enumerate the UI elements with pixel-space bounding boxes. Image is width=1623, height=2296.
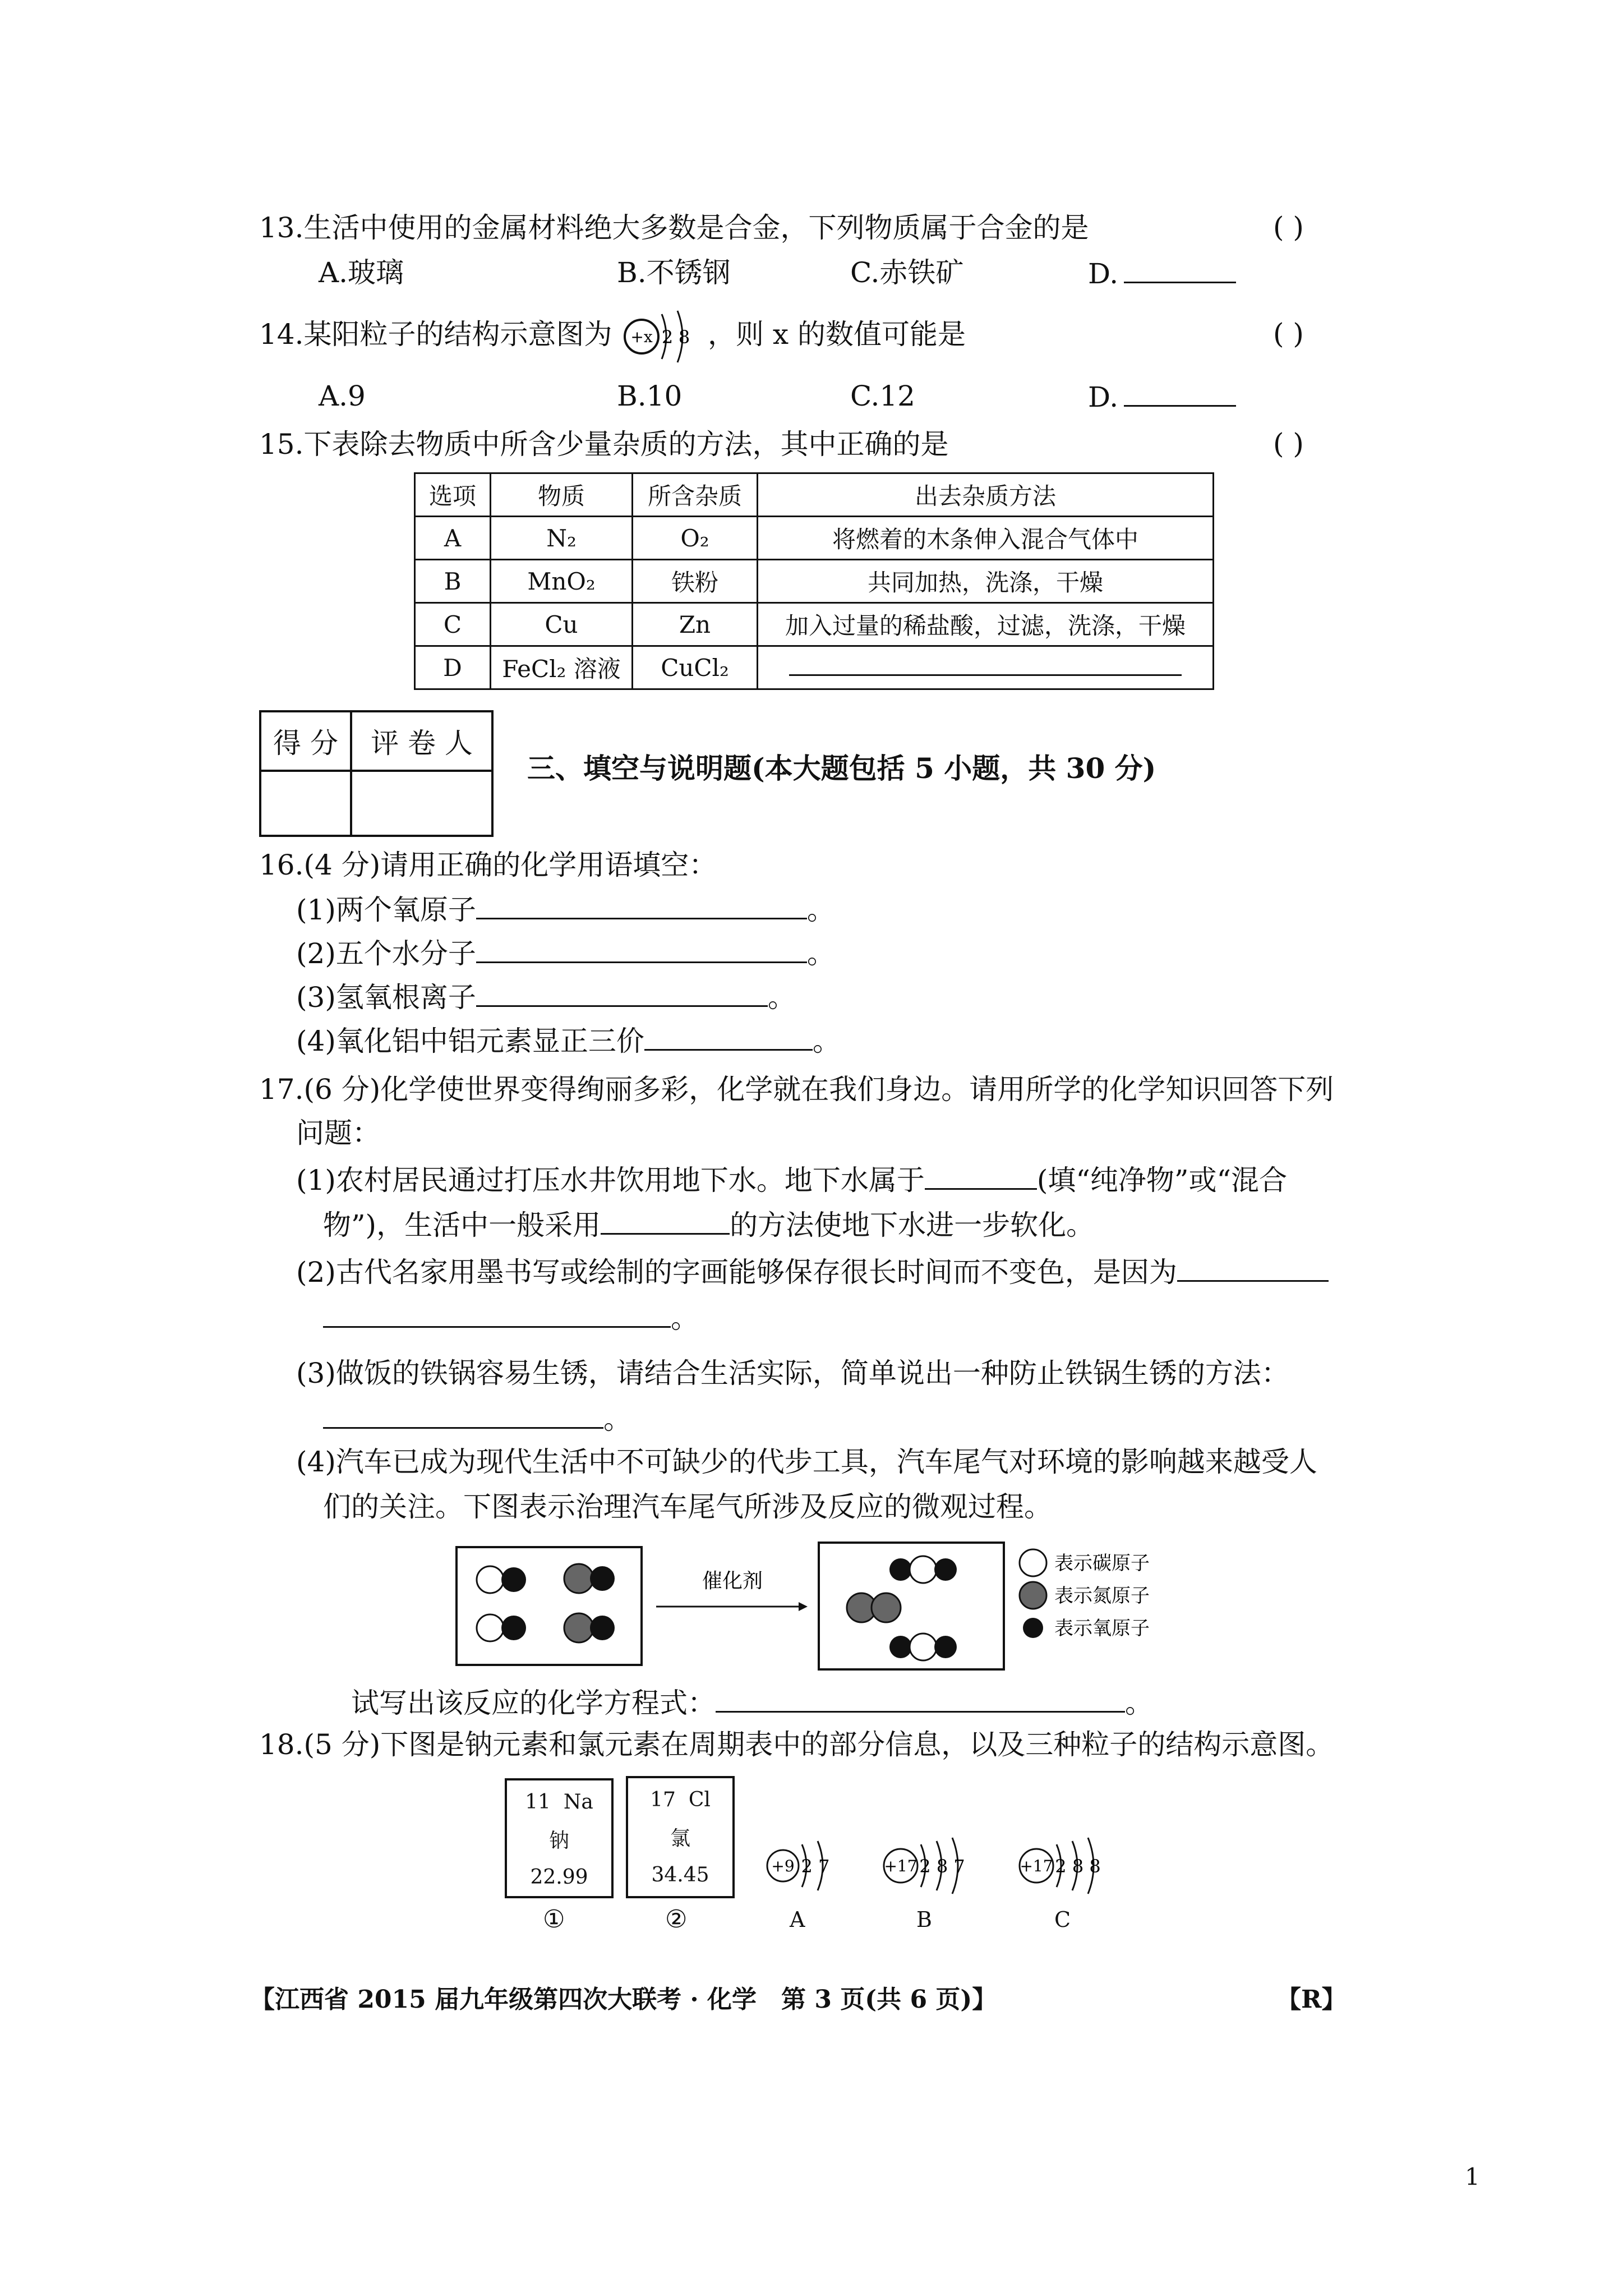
q17-stem-line1: 17.(6 分)化学使世界变得绚丽多彩，化学就在我们身边。请用所学的化学知识回答下列 [259,1073,1334,1106]
element-mass-chlorine: 34.45 [651,1864,709,1887]
n2-molecule [847,1593,901,1622]
q17-p2-line2: 。 [323,1300,699,1335]
legend-carbon [1020,1549,1150,1576]
q17-equation-line: 试写出该反应的化学方程式： 。 [351,1685,1153,1720]
table-header: 出去杂质方法 [758,473,1214,517]
table-header: 选项 [415,473,491,517]
q14-option-d: D. [1088,379,1236,414]
q16-item-4: (4)氧化铝中铝元素显正三价 。 [296,1023,841,1058]
svg-text:2 8 7: 2 8 7 [919,1856,965,1877]
q16-stem: 16.(4 分)请用正确的化学用语填空： [259,849,717,881]
element-name-sodium: 钠 [548,1829,569,1852]
element-label-2: ② [665,1905,688,1934]
q15-stem: 15.下表除去物质中所含少量杂质的方法，其中正确的是 [259,428,949,461]
table-row [415,603,1214,646]
table-cell: 共同加热，洗涤，干燥 [758,560,1214,603]
element-header-sodium: 11 Na [525,1791,593,1814]
q13-option-c: C.赤铁矿 [850,256,964,289]
page-footer: 【江西省 2015 届九年级第四次大联考 · 化学 第 3 页(共 6 页)】 [250,1985,997,2014]
table-cell: B [415,560,491,603]
grader-field[interactable] [351,771,492,836]
table-row [415,646,1214,689]
score-box [259,710,494,837]
paper-version-mark: 【R】 [1276,1985,1347,2014]
table-cell: 铁粉 [633,560,758,603]
legend-oxygen [1023,1617,1150,1640]
table-cell: C [415,603,491,646]
q14-shell-2: 8 [678,326,690,348]
q15-table [414,472,1214,690]
q14-option-b: B.10 [617,380,683,412]
q16-item-2: (2)五个水分子 。 [296,936,835,970]
score-label: 得 分 [260,711,351,771]
table-header: 所含杂质 [633,473,758,517]
particle-b-diagram [878,1832,990,1899]
no-molecule-1 [564,1564,615,1593]
table-cell: 将燃着的木条伸入混合气体中 [758,517,1214,560]
svg-text:2 7: 2 7 [801,1856,830,1877]
q14-stem-before: 14.某阳粒子的结构示意图为 [259,318,612,351]
co2-molecule-1 [889,1556,957,1583]
particle-label-a: A [790,1907,805,1932]
q17-p1-line1: (1)农村居民通过打压水井饮用地下水。地下水属于 (填“纯净物”或“混合 [296,1162,1287,1197]
legend-nitrogen [1020,1582,1150,1609]
table-header: 物质 [491,473,633,517]
q14-nucleus-label: +x [630,328,653,346]
table-row [415,517,1214,560]
answer-blank-cell [758,646,1214,689]
q14-option-c: C.12 [850,380,915,412]
q16-item-3: (3)氢氧根离子 。 [296,979,796,1014]
table-cell: Cu [491,603,633,646]
q14-stem-after: ，则 x 的数值可能是 [708,318,966,351]
svg-text:+17: +17 [1020,1857,1053,1875]
table-cell: N₂ [491,517,633,560]
particle-label-b: B [916,1907,932,1932]
co2-molecule-2 [889,1634,957,1660]
table-header-row [415,473,1214,517]
q13-option-d: D. [1088,256,1236,291]
svg-text:表示氮原子: 表示氮原子 [1054,1585,1150,1607]
q14-option-a: A.9 [319,380,366,412]
q17-stem-line2: 问题： [296,1117,380,1149]
table-cell: MnO₂ [491,560,633,603]
element-card-sodium [505,1778,614,1898]
table-cell: O₂ [633,517,758,560]
element-mass-sodium: 22.99 [530,1866,588,1889]
q18-stem: 18.(5 分)下图是钠元素和氯元素在周期表中的部分信息，以及三种粒子的结构示意图。 [259,1728,1334,1761]
score-field[interactable] [260,771,351,836]
element-label-1: ① [543,1905,565,1934]
svg-text:表示氧原子: 表示氧原子 [1054,1617,1150,1640]
arrowhead [799,1602,808,1611]
table-cell: FeCl₂ 溶液 [491,646,633,689]
q13-paren: ( ) [1273,211,1304,243]
svg-text:表示碳原子: 表示碳原子 [1054,1552,1150,1575]
svg-text:2 8 8: 2 8 8 [1055,1856,1101,1877]
grader-label: 评 卷 人 [351,711,492,771]
q17-p3-line1: (3)做饭的铁锅容易生锈，请结合生活实际，简单说出一种防止铁锅生锈的方法： [296,1357,1289,1389]
q13-option-a: A.玻璃 [319,256,404,289]
table-row [415,560,1214,603]
element-name-chlorine: 氯 [670,1827,690,1850]
q17-p4-line2: 们的关注。下图表示治理汽车尾气所涉及反应的微观过程。 [323,1490,1052,1523]
table-cell: 加入过量的稀盐酸，过滤，洗涤，干燥 [758,603,1214,646]
q17-p2-line1: (2)古代名家用墨书写或绘制的字画能够保存很长时间而不变色，是因为 [296,1254,1329,1289]
q13-stem: 13.生活中使用的金属材料绝大多数是合金，下列物质属于合金的是 [259,211,1089,244]
particle-c-diagram [1014,1832,1126,1899]
section3-title: 三、填空与说明题(本大题包括 5 小题，共 30 分) [527,752,1156,785]
page-number: 1 [1465,2163,1480,2191]
co-molecule-1 [477,1566,526,1593]
co-molecule-2 [477,1614,526,1641]
catalyst-label: 催化剂 [702,1570,763,1593]
no-molecule-2 [564,1613,615,1642]
svg-text:+9: +9 [771,1857,795,1875]
table-cell: D [415,646,491,689]
particle-a-diagram [763,1832,852,1899]
svg-text:+17: +17 [884,1857,917,1875]
element-header-chlorine: 17 Cl [650,1788,711,1811]
particle-label-c: C [1054,1907,1071,1932]
q17-p4-line1: (4)汽车已成为现代生活中不可缺少的代步工具，汽车尾气对环境的影响越来越受人 [296,1446,1317,1478]
q17-p3-line2: 。 [323,1401,631,1436]
reactants-box [457,1547,642,1665]
reaction-diagram [449,1537,1234,1677]
table-cell: Zn [633,603,758,646]
element-card-chlorine [626,1776,735,1898]
q17-p1-line2: 物”)，生活中一般采用 的方法使地下水进一步软化。 [323,1207,1094,1242]
table-cell: A [415,517,491,560]
q14-paren: ( ) [1273,318,1304,350]
q14-shell-1: 2 [661,326,674,348]
q14-ion-diagram [621,307,706,369]
q13-option-b: B.不锈钢 [617,256,731,289]
q16-item-1: (1)两个氧原子 。 [296,892,835,927]
table-cell: CuCl₂ [633,646,758,689]
q15-paren: ( ) [1273,427,1304,460]
